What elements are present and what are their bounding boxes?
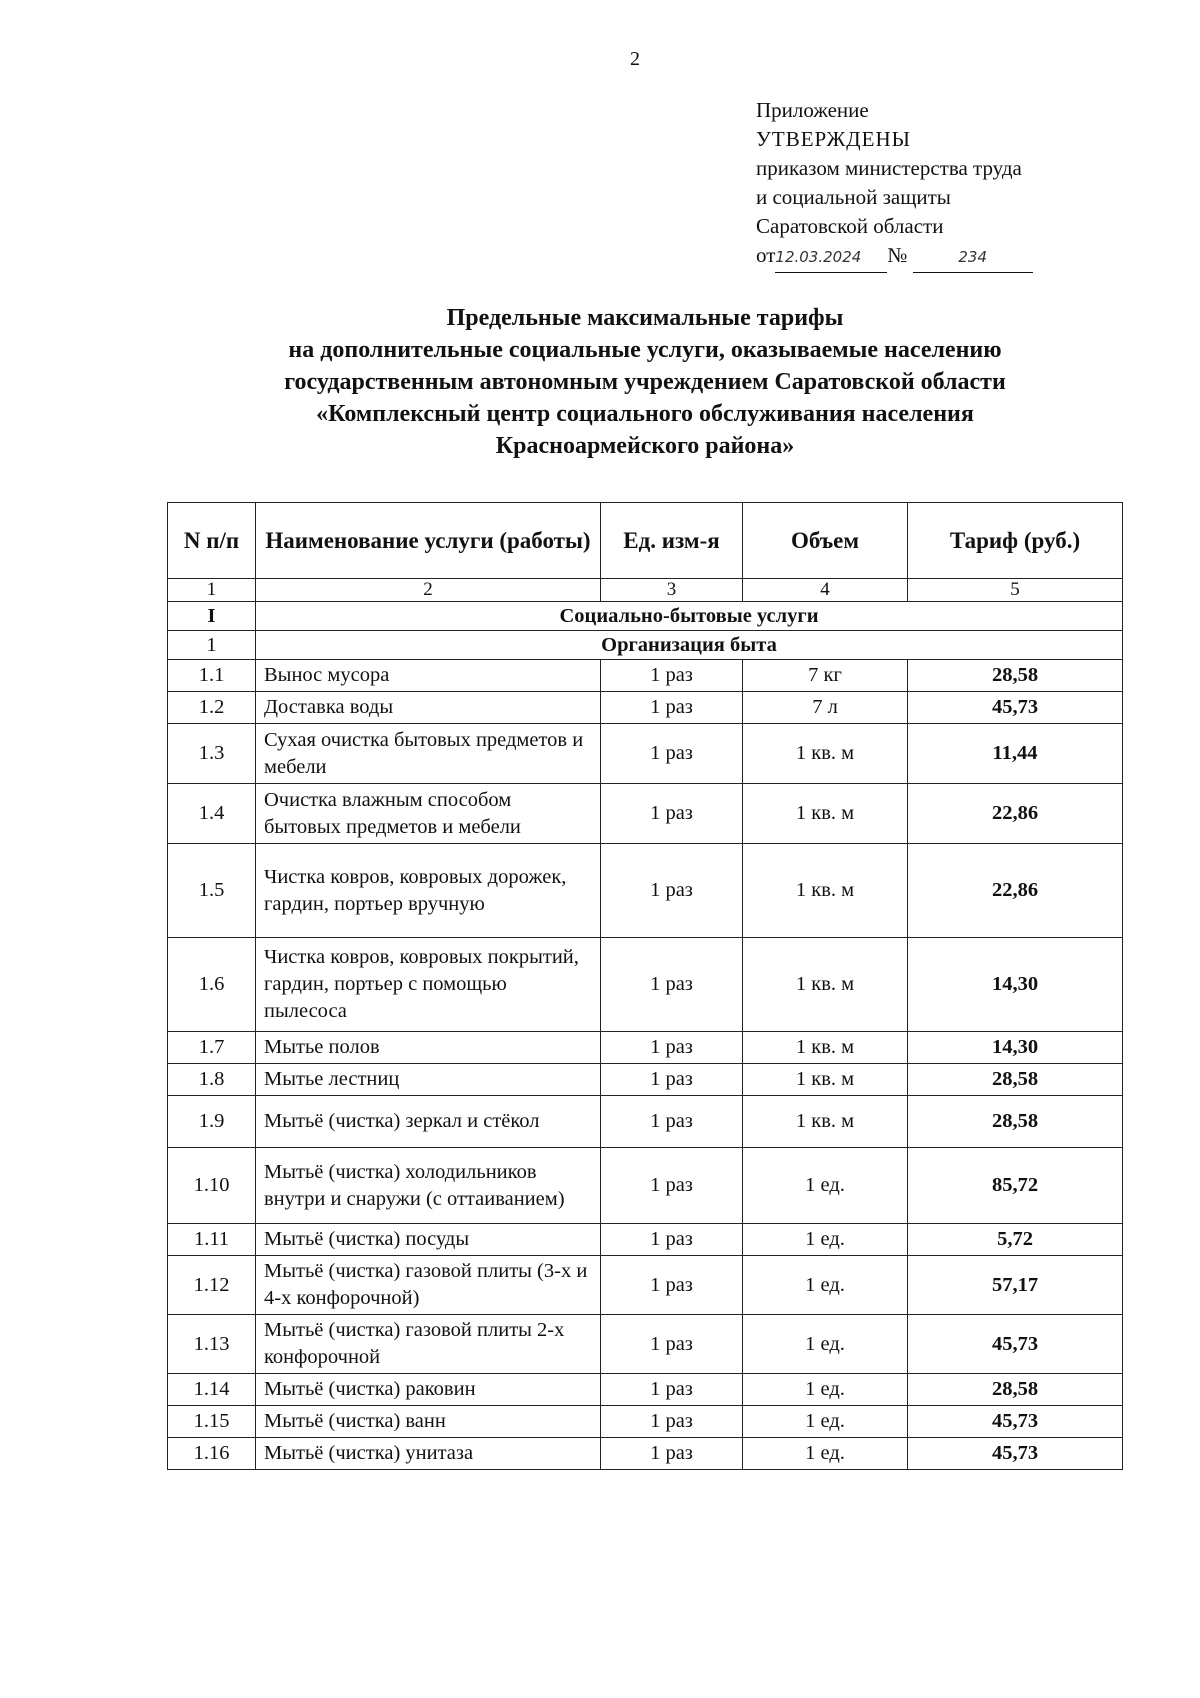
row-unit: 1 раз [601,1256,743,1315]
row-service-name: Мытье лестниц [256,1064,601,1096]
date-prefix: от [756,243,776,267]
row-num: 1.6 [168,938,256,1032]
title-line-2: на дополнительные социальные услуги, оказываемые населению [288,337,1002,363]
handwritten-date: 12.03.2024 [775,243,887,273]
table-row [168,1148,1123,1224]
column-number: 4 [743,579,908,602]
table-row [168,1256,1123,1315]
row-service-name: Сухая очистка бытовых предметов и мебели [256,724,601,784]
row-service-name: Чистка ковров, ковровых дорожек, гардин, портьер вручную [256,844,601,938]
table-row [168,1224,1123,1256]
row-volume: 1 кв. м [743,938,908,1032]
row-tariff: 45,73 [908,692,1123,724]
title-line-4: «Комплексный центр социального обслуживания населения [316,401,974,427]
row-volume: 1 кв. м [743,1032,908,1064]
title-line-5: Красноармейского района» [495,433,795,459]
row-service-name: Мытьё (чистка) газовой плиты (3-х и 4-х конфорочной) [256,1256,601,1315]
table-row [168,1315,1123,1374]
row-service-name: Мытьё (чистка) холодильников внутри и снаружи (с оттаиванием) [256,1148,601,1224]
table-row [168,938,1123,1032]
header-tariff: Тариф (руб.) [908,503,1123,579]
header-row [168,503,1123,579]
row-unit: 1 раз [601,1315,743,1374]
table-row [168,1374,1123,1406]
approval-approved: УТВЕРЖДЕНЫ [756,127,911,151]
subsection-title: Организация быта [256,631,1123,660]
row-unit: 1 раз [601,1032,743,1064]
row-tariff: 14,30 [908,1032,1123,1064]
row-unit: 1 раз [601,660,743,692]
row-tariff: 28,58 [908,660,1123,692]
row-volume: 1 ед. [743,1148,908,1224]
table-row [168,1438,1123,1470]
header-num: N п/п [168,503,256,579]
row-volume: 1 кв. м [743,1064,908,1096]
column-number: 2 [256,579,601,602]
row-unit: 1 раз [601,1374,743,1406]
row-volume: 1 кв. м [743,844,908,938]
row-volume: 7 кг [743,660,908,692]
row-service-name: Мытье полов [256,1032,601,1064]
row-num: 1.9 [168,1096,256,1148]
row-tariff: 45,73 [908,1315,1123,1374]
row-num: 1.15 [168,1406,256,1438]
section-title: Социально-бытовые услуги [256,602,1123,631]
row-volume: 1 ед. [743,1374,908,1406]
row-service-name: Доставка воды [256,692,601,724]
row-service-name: Мытьё (чистка) унитаза [256,1438,601,1470]
approval-ministry-line: и социальной защиты [756,185,951,209]
row-tariff: 28,58 [908,1096,1123,1148]
row-tariff: 28,58 [908,1374,1123,1406]
column-number: 3 [601,579,743,602]
page-number: 2 [630,48,640,70]
row-unit: 1 раз [601,692,743,724]
row-num: 1.8 [168,1064,256,1096]
approval-order-line: приказом министерства труда [756,156,1022,180]
row-num: 1.5 [168,844,256,938]
header-volume: Объем [743,503,908,579]
row-num: 1.4 [168,784,256,844]
row-unit: 1 раз [601,938,743,1032]
row-unit: 1 раз [601,1096,743,1148]
row-num: 1.1 [168,660,256,692]
row-volume: 1 ед. [743,1256,908,1315]
row-num: 1.14 [168,1374,256,1406]
row-tariff: 22,86 [908,784,1123,844]
approval-block [756,96,1033,273]
section-row [168,602,1123,631]
row-volume: 1 ед. [743,1315,908,1374]
row-service-name: Очистка влажным способом бытовых предметов и мебели [256,784,601,844]
tariffs-table [167,502,1123,1470]
row-num: 1.3 [168,724,256,784]
approval-appendix: Приложение [756,98,869,122]
column-number: 1 [168,579,256,602]
row-num: 1.2 [168,692,256,724]
row-num: 1.10 [168,1148,256,1224]
subsection-row [168,631,1123,660]
header-name: Наименование услуги (работы) [256,503,601,579]
number-prefix: № [887,243,908,267]
row-volume: 7 л [743,692,908,724]
table-row [168,1032,1123,1064]
row-tariff: 45,73 [908,1438,1123,1470]
handwritten-number: 234 [913,243,1033,273]
row-service-name: Вынос мусора [256,660,601,692]
header-unit: Ед. изм-я [601,503,743,579]
row-tariff: 14,30 [908,938,1123,1032]
row-num: 1.13 [168,1315,256,1374]
row-tariff: 5,72 [908,1224,1123,1256]
row-unit: 1 раз [601,1406,743,1438]
row-volume: 1 кв. м [743,784,908,844]
table-row [168,1096,1123,1148]
row-num: 1.16 [168,1438,256,1470]
title-line-1: Предельные максимальные тарифы [446,305,844,331]
column-numbers-row [168,579,1123,602]
title-line-3: государственным автономным учреждением Саратовской области [284,369,1006,395]
row-volume: 1 кв. м [743,724,908,784]
table-row [168,844,1123,938]
row-volume: 1 ед. [743,1438,908,1470]
row-tariff: 57,17 [908,1256,1123,1315]
table-row [168,660,1123,692]
row-tariff: 28,58 [908,1064,1123,1096]
row-unit: 1 раз [601,1064,743,1096]
row-service-name: Мытьё (чистка) ванн [256,1406,601,1438]
table-row [168,1064,1123,1096]
row-unit: 1 раз [601,1438,743,1470]
document-title [180,302,1110,462]
row-volume: 1 ед. [743,1224,908,1256]
subsection-num: 1 [168,631,256,660]
row-service-name: Мытьё (чистка) раковин [256,1374,601,1406]
row-service-name: Чистка ковров, ковровых покрытий, гардин, портьер с помощью пылесоса [256,938,601,1032]
row-unit: 1 раз [601,1224,743,1256]
row-service-name: Мытьё (чистка) зеркал и стёкол [256,1096,601,1148]
row-unit: 1 раз [601,724,743,784]
row-tariff: 11,44 [908,724,1123,784]
table-row [168,724,1123,784]
approval-date-number [756,241,1033,273]
row-tariff: 22,86 [908,844,1123,938]
table-row [168,692,1123,724]
row-num: 1.12 [168,1256,256,1315]
row-unit: 1 раз [601,844,743,938]
row-unit: 1 раз [601,784,743,844]
row-tariff: 85,72 [908,1148,1123,1224]
row-num: 1.11 [168,1224,256,1256]
table-row [168,784,1123,844]
table-row [168,1406,1123,1438]
approval-region-line: Саратовской области [756,214,944,238]
row-tariff: 45,73 [908,1406,1123,1438]
column-number: 5 [908,579,1123,602]
section-num: I [168,602,256,631]
row-num: 1.7 [168,1032,256,1064]
row-unit: 1 раз [601,1148,743,1224]
row-service-name: Мытьё (чистка) посуды [256,1224,601,1256]
row-volume: 1 ед. [743,1406,908,1438]
row-service-name: Мытьё (чистка) газовой плиты 2-х конфорочной [256,1315,601,1374]
row-volume: 1 кв. м [743,1096,908,1148]
